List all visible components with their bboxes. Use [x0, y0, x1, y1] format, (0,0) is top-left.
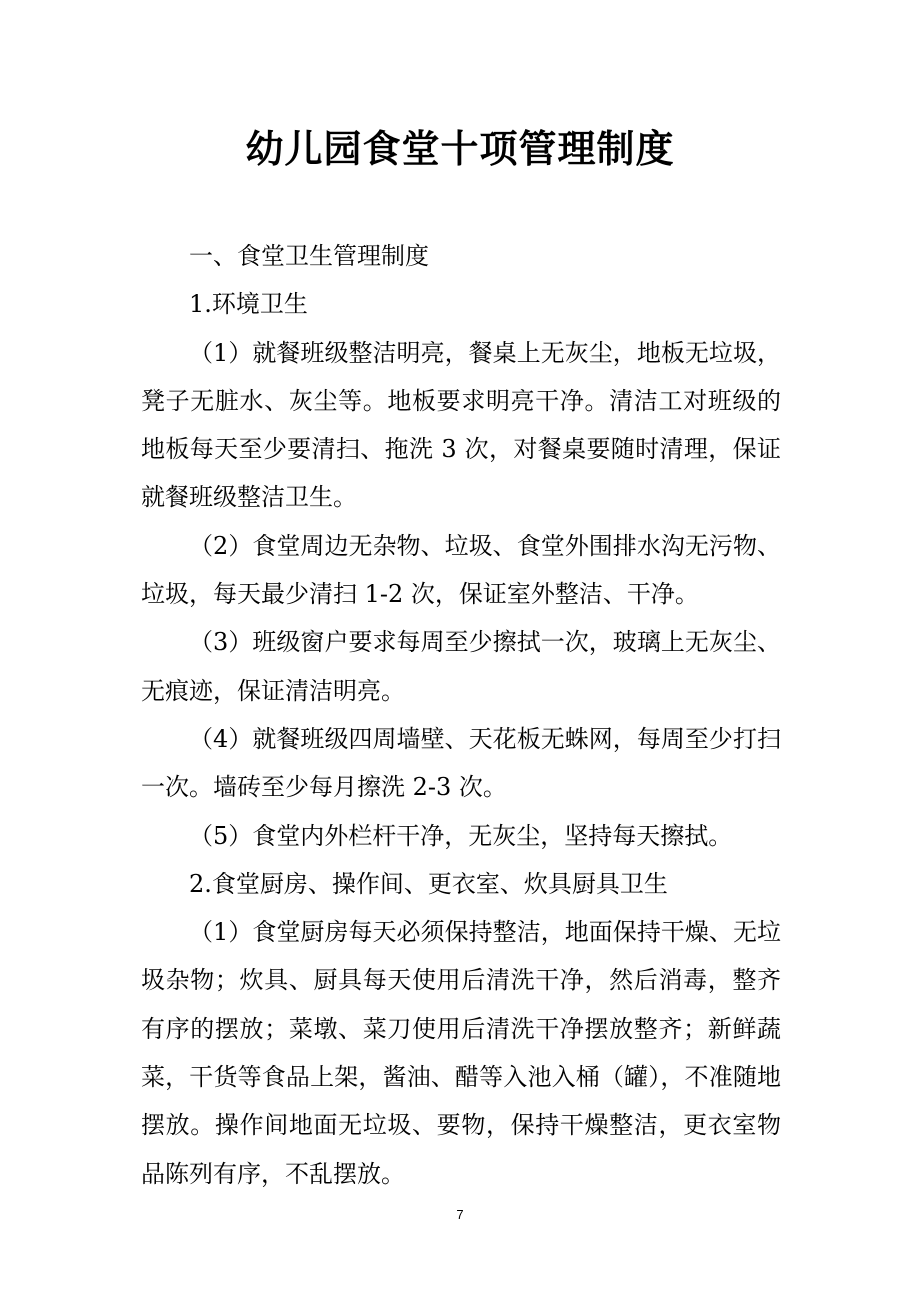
document-title: 幼儿园食堂十项管理制度: [245, 127, 675, 171]
subsection-heading: 1.环境卫生: [189, 290, 308, 319]
body-paragraph: （4）就餐班级四周墙壁、天花板无蛛网，每周至少打扫一次。墙砖至少每月擦洗 2-3 次。: [141, 724, 781, 802]
body-paragraph: （5）食堂内外栏杆干净，无灰尘，坚持每天擦拭。: [189, 821, 733, 850]
body-paragraph: （3）班级窗户要求每周至少擦拭一次，玻璃上无灰尘、无痕迹，保证清洁明亮。: [141, 628, 781, 705]
body-paragraph: （2）食堂周边无杂物、垃圾、食堂外围排水沟无污物、垃圾，每天最少清扫 1-2 次，保证室外整洁、干净。: [141, 531, 781, 609]
page-number: 7: [456, 1207, 464, 1222]
section-heading: 一、食堂卫生管理制度: [189, 242, 429, 270]
body-paragraph: （1）就餐班级整洁明亮，餐桌上无灰尘，地板无垃圾，凳子无脏水、灰尘等。地板要求明亮干净。清洁工对班级的地板每天至少要清扫、拖洗 3 次，对餐桌要随时清理，保证就餐班级整洁卫生。: [141, 338, 781, 512]
subsection-heading: 2.食堂厨房、操作间、更衣室、炊具厨具卫生: [189, 869, 668, 898]
body-paragraph: （1）食堂厨房每天必须保持整洁，地面保持干燥、无垃圾杂物；炊具、厨具每天使用后清洗干净，然后消毒，整齐有序的摆放；菜墩、菜刀使用后清洗干净摆放整齐；新鲜蔬菜，干货等食品上架，酱油、醋等入池入桶（罐），不准随地摆放。操作间地面无垃圾、要物，保持干燥整洁，更衣室物品陈列有序，不乱摆放。: [141, 918, 781, 1188]
document-body: [141, 232, 781, 1198]
